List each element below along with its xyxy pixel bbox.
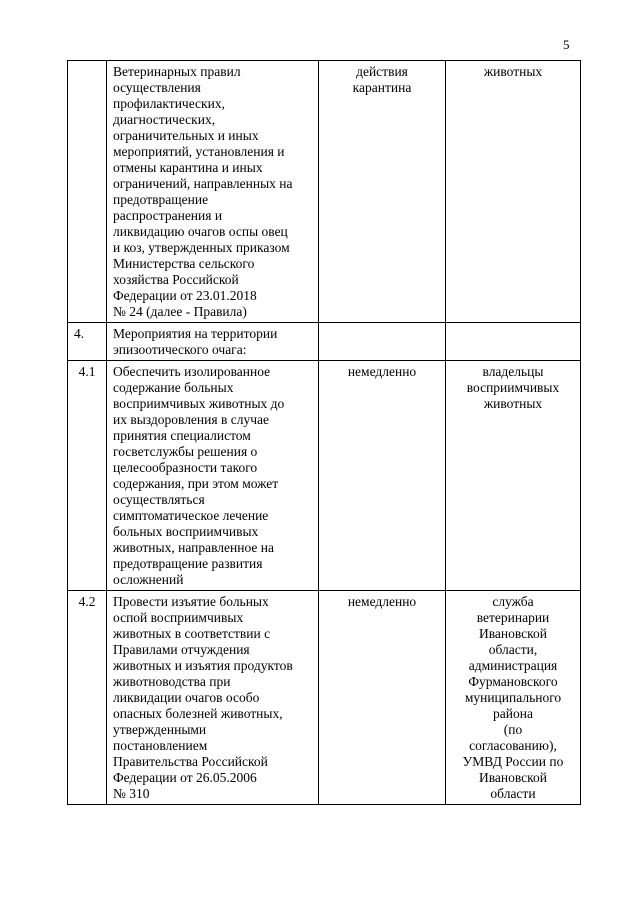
text-line: отмены карантина и иных <box>113 160 263 175</box>
measure-text-cell <box>107 61 319 323</box>
text-line: карантина <box>352 80 412 95</box>
deadline-cell <box>319 591 446 805</box>
text-line: ограничений, направленных на <box>113 176 293 191</box>
text-line: содержание больных <box>113 380 234 395</box>
text-line: хозяйства Российской <box>113 272 239 287</box>
deadline-cell <box>319 361 446 591</box>
table-row <box>68 61 581 323</box>
text-line: Обеспечить изолированное <box>113 364 271 379</box>
text-line: согласованию), <box>469 738 557 753</box>
measures-table <box>67 60 581 805</box>
text-line: Ивановской <box>478 626 548 641</box>
text-line: симптоматическое лечение <box>113 508 269 523</box>
text-line: их выздоровления в случае <box>113 412 269 427</box>
text-line: Федерации от 23.01.2018 <box>113 288 257 303</box>
measures-table-body <box>68 61 581 805</box>
text-line: Провести изъятие больных <box>113 594 269 609</box>
text-line: владельцы <box>482 364 544 379</box>
page-number: 5 <box>563 37 570 52</box>
table-row <box>68 323 581 361</box>
text-line: содержания, при этом может <box>113 476 279 491</box>
text-line: Фурмановского <box>468 674 558 689</box>
text-line: постановлением <box>113 738 208 753</box>
text-line: опасных болезней животных, <box>113 706 283 721</box>
text-line: предотвращение <box>113 192 209 207</box>
text-line: района <box>493 706 533 721</box>
text-line: области, <box>488 642 538 657</box>
text-line: Федерации от 26.05.2006 <box>113 770 257 785</box>
item-number-cell: 4. <box>68 323 107 361</box>
text-line: утвержденными <box>113 722 207 737</box>
item-number-cell: 4.1 <box>68 361 107 591</box>
text-line: Правительства Российской <box>113 754 268 769</box>
deadline-cell <box>319 323 446 361</box>
item-number-cell: 4.2 <box>68 591 107 805</box>
text-line: животных <box>483 396 543 411</box>
text-line: Ветеринарных правил <box>113 64 241 79</box>
text-line: животных в соответствии с <box>113 626 271 641</box>
text-line: муниципального <box>464 690 562 705</box>
text-line: восприимчивых <box>466 380 560 395</box>
text-line: животных и изъятия продуктов <box>113 658 293 673</box>
text-line: профилактических, <box>113 96 225 111</box>
text-line: Мероприятия на территории <box>113 326 278 341</box>
measure-text-cell <box>107 591 319 805</box>
text-line: (по <box>503 722 523 737</box>
text-line: № 24 (далее - Правила) <box>113 304 247 319</box>
responsible-cell <box>446 323 581 361</box>
text-line: осуществления <box>113 80 201 95</box>
text-line: Правилами отчуждения <box>113 642 250 657</box>
measure-text-cell <box>107 361 319 591</box>
text-line: ветеринарии <box>476 610 550 625</box>
text-line: немедленно <box>347 594 417 609</box>
text-line: госветслужбы решения о <box>113 444 258 459</box>
table-row <box>68 591 581 805</box>
item-number-cell <box>68 61 107 323</box>
text-line: восприимчивых животных до <box>113 396 285 411</box>
text-line: ограничительных и иных <box>113 128 259 143</box>
text-line: служба <box>492 594 534 609</box>
measure-text-cell <box>107 323 319 361</box>
text-line: ликвидации очагов особо <box>113 690 260 705</box>
text-line: оспой восприимчивых <box>113 610 244 625</box>
responsible-cell <box>446 61 581 323</box>
text-line: больных восприимчивых <box>113 524 259 539</box>
text-line: осложнений <box>113 572 184 587</box>
text-line: целесообразности такого <box>113 460 258 475</box>
text-line: № 310 <box>113 786 150 801</box>
text-line: осуществляться <box>113 492 205 507</box>
text-line: животных <box>483 64 543 79</box>
deadline-cell <box>319 61 446 323</box>
text-line: Ивановской <box>478 770 548 785</box>
responsible-cell <box>446 361 581 591</box>
text-line: животноводства при <box>113 674 231 689</box>
text-line: администрация <box>468 658 558 673</box>
text-line: и коз, утвержденных приказом <box>113 240 290 255</box>
text-line: УМВД России по <box>462 754 564 769</box>
table-row <box>68 361 581 591</box>
text-line: мероприятий, установления и <box>113 144 285 159</box>
text-line: ликвидацию очагов оспы овец <box>113 224 288 239</box>
text-line: области <box>490 786 536 801</box>
text-line: немедленно <box>347 364 417 379</box>
text-line: предотвращение развития <box>113 556 263 571</box>
text-line: животных, направленное на <box>113 540 274 555</box>
responsible-cell <box>446 591 581 805</box>
text-line: Министерства сельского <box>113 256 255 271</box>
text-line: диагностических, <box>113 112 216 127</box>
text-line: принятия специалистом <box>113 428 251 443</box>
text-line: эпизоотического очага: <box>113 342 247 357</box>
text-line: распространения и <box>113 208 223 223</box>
text-line: действия <box>356 64 408 79</box>
